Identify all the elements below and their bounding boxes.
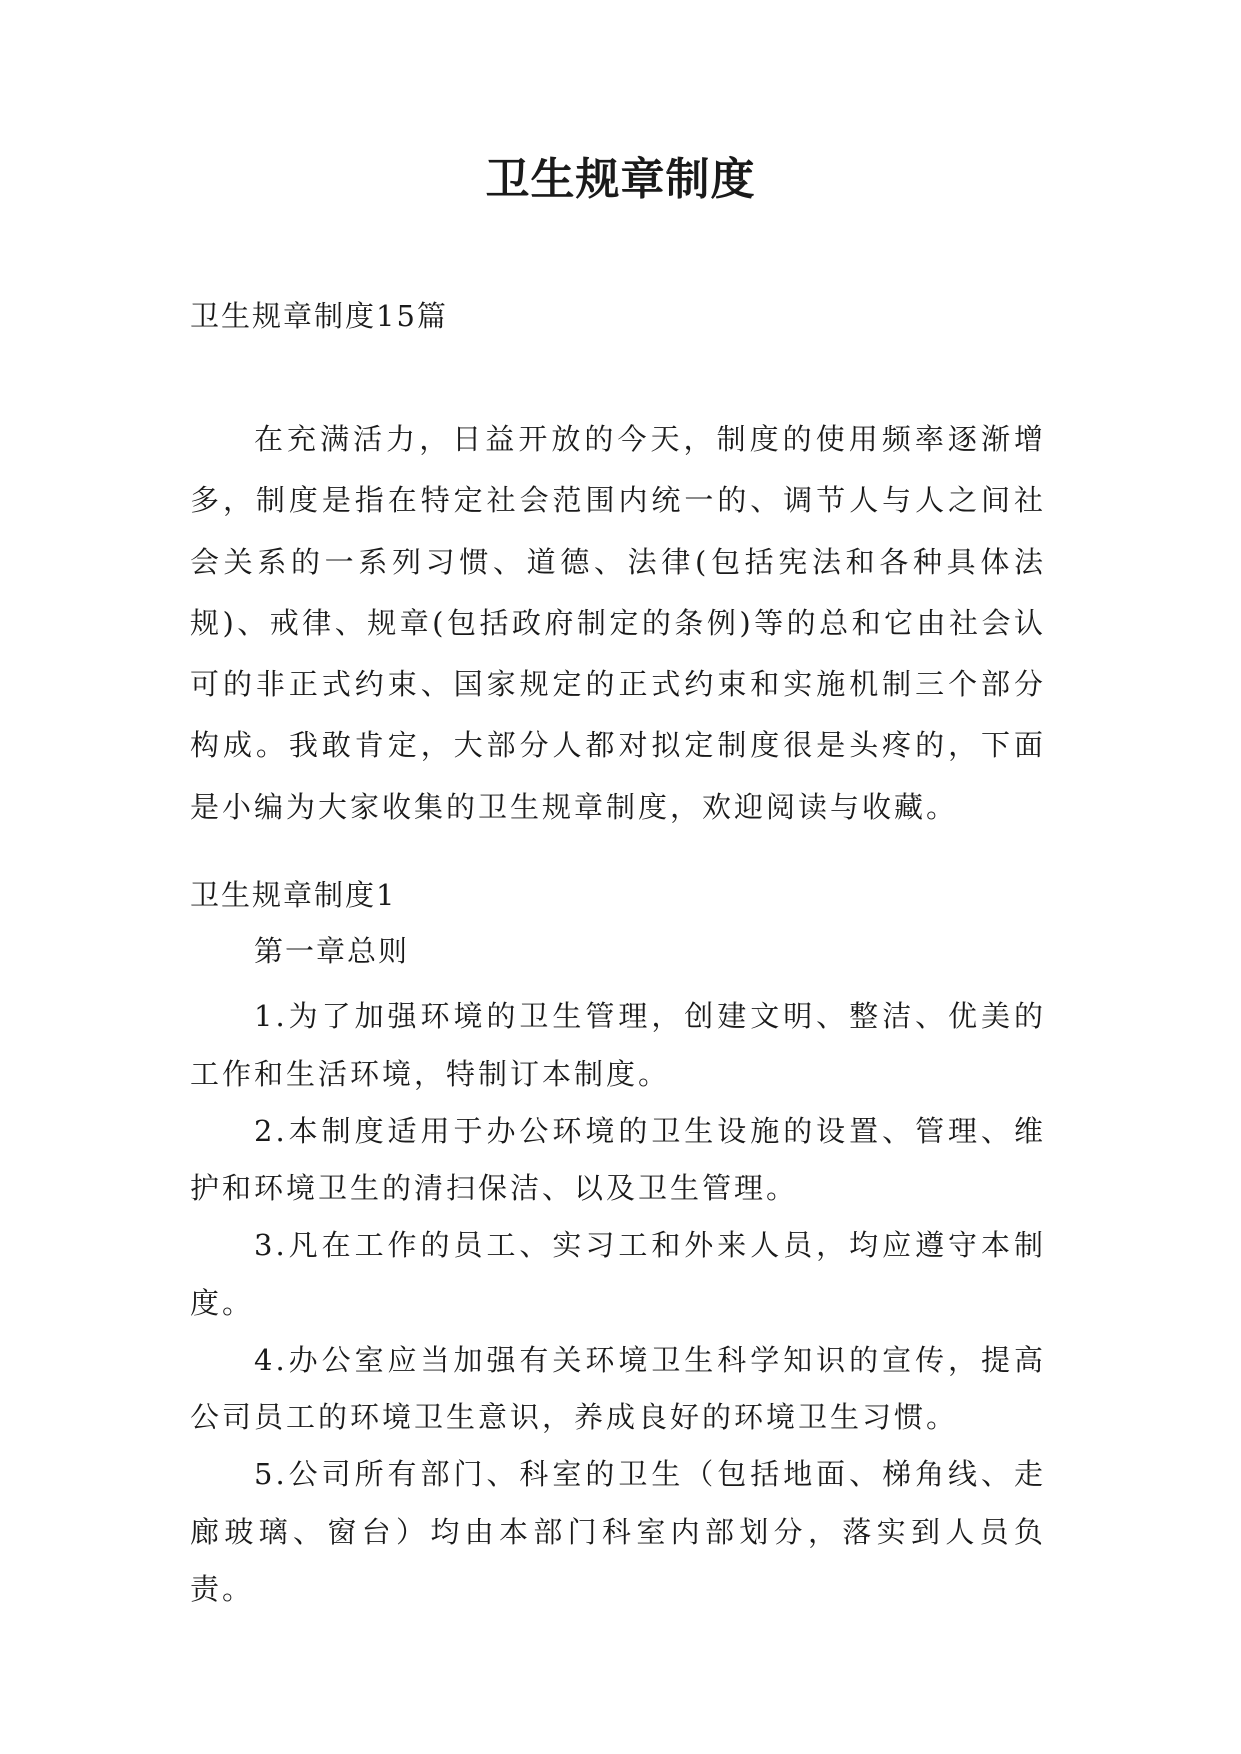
rule-item: 2.本制度适用于办公环境的卫生设施的设置、管理、维护和环境卫生的清扫保洁、以及卫生管理。 [190,1113,1046,1205]
document-title: 卫生规章制度 [485,154,756,205]
chapter-heading: 第一章总则 [254,934,410,968]
rules-list [190,988,1046,1618]
rule-item: 1.为了加强环境的卫生管理，创建文明、整洁、优美的工作和生活环境，特制订本制度。 [190,999,1046,1091]
rule-item: 3.凡在工作的员工、实习工和外来人员，均应遵守本制度。 [190,1228,1046,1320]
intro-paragraph: 在充满活力，日益开放的今天，制度的使用频率逐渐增多，制度是指在特定社会范围内统一的、调节人与人之间社会关系的一系列习惯、道德、法律(包括宪法和各种具体法规)、戒律、规章(包括政府制定的条例)等的总和它由社会认可的非正式约束、国家规定的正式约束和实施机制三个部分构成。我敢肯定，大部分人都对拟定制度很是头疼的，下面是小编为大家收集的卫生规章制度，欢迎阅读与收藏。 [190,422,1046,824]
document-subtitle: 卫生规章制度15篇 [190,299,448,333]
rule-item: 4.办公室应当加强有关环境卫生科学知识的宣传，提高公司员工的环境卫生意识，养成良好的环境卫生习惯。 [190,1342,1046,1434]
section-title: 卫生规章制度1 [190,878,397,912]
rule-item: 5.公司所有部门、科室的卫生（包括地面、梯角线、走廊玻璃、窗台）均由本部门科室内部划分，落实到人员负责。 [190,1457,1046,1606]
